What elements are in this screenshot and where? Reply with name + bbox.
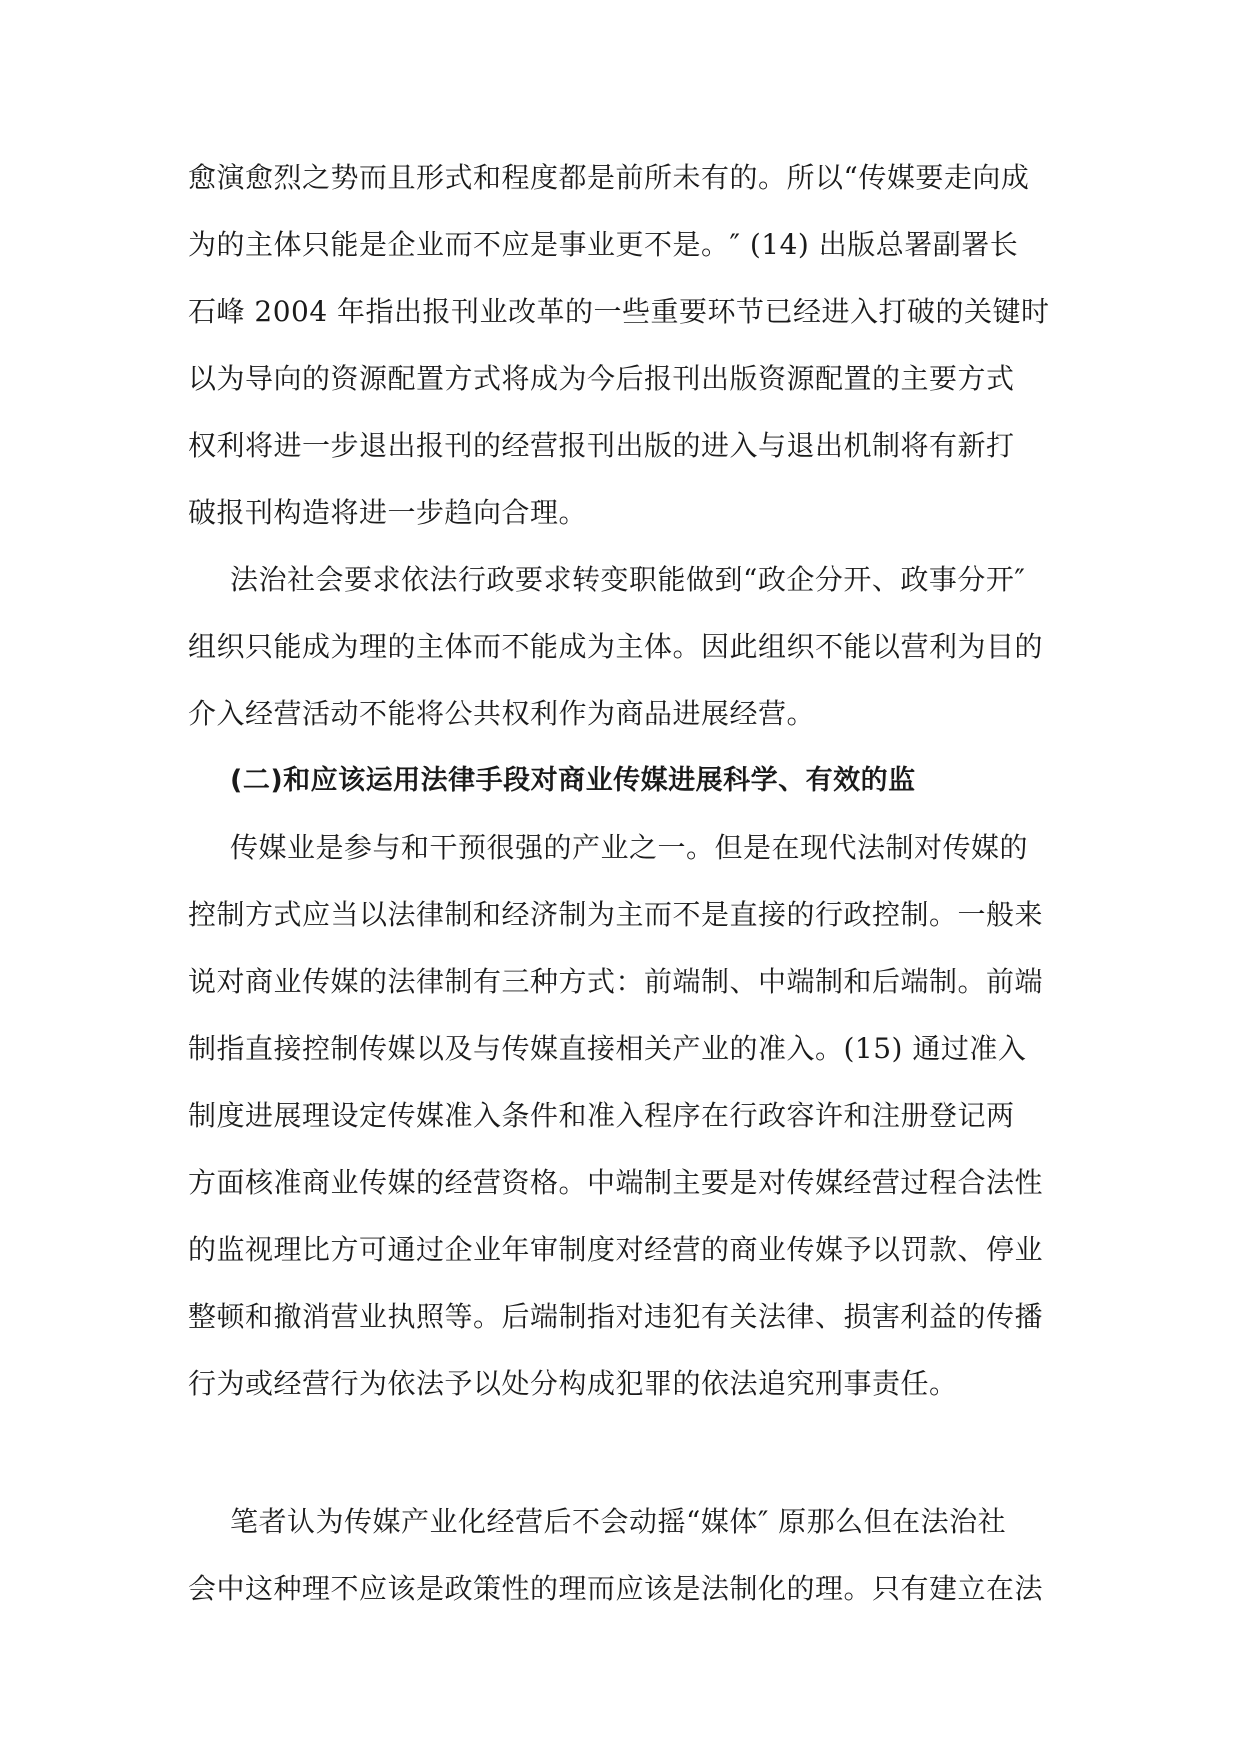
text-line: 的监视理比方可通过企业年审制度对经营的商业传媒予以罚款、停业 xyxy=(188,1233,1044,1266)
text-line: 方面核准商业传媒的经营资格。中端制主要是对传媒经营过程合法性 xyxy=(188,1166,1044,1199)
text-line: 愈演愈烈之势而且形式和程度都是前所未有的。所以“传媒要走向成 xyxy=(188,161,1030,194)
text-line: 传媒业是参与和干预很强的产业之一。但是在现代法制对传媒的 xyxy=(230,831,1029,864)
text-line: 制指直接控制传媒以及与传媒直接相关产业的准入。(15) 通过准入 xyxy=(188,1032,1027,1065)
text-line: 笔者认为传媒产业化经营后不会动摇“媒体″ 原那么但在法治社 xyxy=(230,1505,1007,1538)
text-line: 以为导向的资源配置方式将成为今后报刊出版资源配置的主要方式 xyxy=(188,362,1015,395)
text-line: 说对商业传媒的法律制有三种方式：前端制、中端制和后端制。前端 xyxy=(188,965,1044,998)
text-line: 制度进展理设定传媒准入条件和准入程序在行政容许和注册登记两 xyxy=(188,1099,1015,1132)
text-line: 整顿和撤消营业执照等。后端制指对违犯有关法律、损害利益的传播 xyxy=(188,1300,1044,1333)
text-line: 石峰 2004 年指出报刊业改革的一些重要环节已经进入打破的关键时 xyxy=(188,295,1050,328)
section-heading: (二)和应该运用法律手段对商业传媒进展科学、有效的监 xyxy=(230,765,916,796)
text-line: 权利将进一步退出报刊的经营报刊出版的进入与退出机制将有新打 xyxy=(188,429,1015,462)
text-line: 为的主体只能是企业而不应是事业更不是。″ (14) 出版总署副署长 xyxy=(188,228,1019,261)
text-line: 控制方式应当以法律制和经济制为主而不是直接的行政控制。一般来 xyxy=(188,898,1044,931)
text-line: 法治社会要求依法行政要求转变职能做到“政企分开、政事分开″ xyxy=(230,563,1026,596)
text-line: 介入经营活动不能将公共权利作为商品进展经营。 xyxy=(188,697,816,730)
text-line: 会中这种理不应该是政策性的理而应该是法制化的理。只有建立在法 xyxy=(188,1572,1044,1605)
text-line: 行为或经营行为依法予以处分构成犯罪的依法追究刑事责任。 xyxy=(188,1367,958,1400)
text-line: 破报刊构造将进一步趋向合理。 xyxy=(188,496,588,529)
text-line: 组织只能成为理的主体而不能成为主体。因此组织不能以营利为目的 xyxy=(188,630,1044,663)
